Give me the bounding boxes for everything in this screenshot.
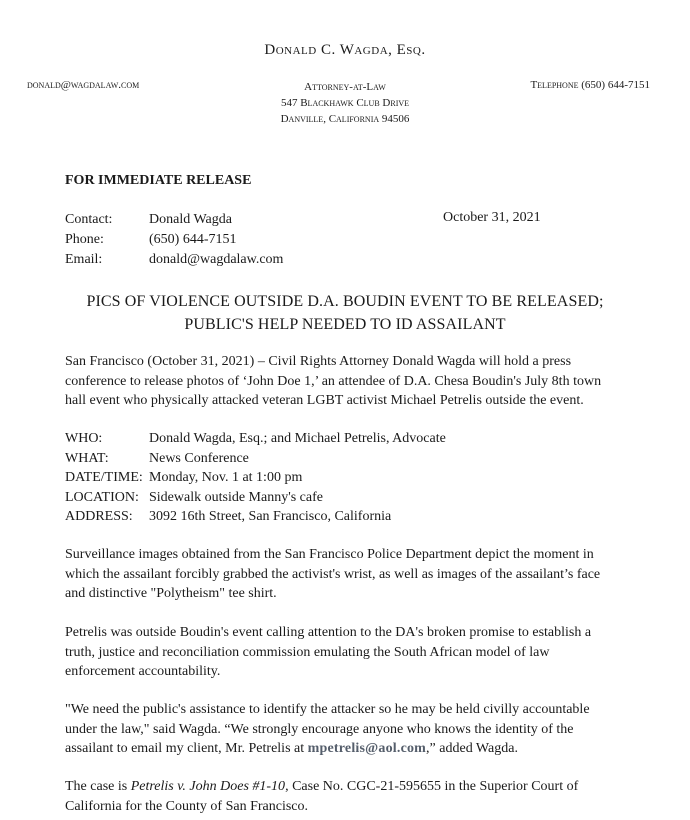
petrelis-email-link[interactable]: mpetrelis@aol.com: [307, 741, 427, 757]
case-paragraph: [65, 777, 610, 816]
petrelis-paragraph: Petrelis was outside Boudin's event calling attention to the DA's broken promise to establish a truth, justice and reconciliation commission emulating the South African model of law enforcement accountability.: [65, 625, 592, 680]
detail-label: WHO:: [65, 431, 103, 446]
letterhead-address-line1: 547 Blackhawk Club Drive: [280, 97, 410, 109]
quote-text-end: ,” added Wagda.: [426, 741, 518, 757]
case-name: Petrelis v. John Does #1-10: [130, 779, 286, 794]
surveillance-paragraph: Surveillance images obtained from the San Francisco Police Department depict the moment in which the assailant forcibly grabbed the activist's wrist, as well as images of the assailant’s face and distinctive "Polytheism" tee shirt.: [65, 547, 601, 602]
letterhead-address-line2: Danville, California 94506: [280, 113, 410, 125]
quote-paragraph: [65, 700, 610, 759]
contact-row: [65, 230, 283, 250]
event-details: [65, 429, 446, 527]
headline-line2: PUBLIC'S HELP NEEDED TO ID ASSAILANT: [184, 316, 506, 333]
detail-value: Donald Wagda, Esq.; and Michael Petrelis, Advocate: [149, 431, 446, 446]
contact-label: Email:: [65, 252, 103, 267]
contact-row: [65, 210, 283, 230]
letterhead-phone: Telephone (650) 644-7151: [530, 79, 650, 91]
contact-email[interactable]: donald@wagdalaw.com: [149, 252, 284, 267]
detail-value: News Conference: [149, 450, 249, 466]
headline-line1: PICS OF VIOLENCE OUTSIDE D.A. BOUDIN EVENT TO BE RELEASED;: [86, 293, 604, 310]
detail-label: LOCATION:: [65, 489, 139, 505]
contact-label: Phone:: [65, 232, 104, 247]
detail-row: [65, 468, 446, 488]
letterhead-title: Attorney-at-Law: [304, 81, 386, 93]
intro-paragraph: San Francisco (October 31, 2021) – Civil Rights Attorney Donald Wagda will hold a press conference to release photos of ‘John Doe 1,’ an attendee of D.A. Chesa Boudin's July 8th town hall event who physically attacked veteran LGBT activist Michael Petrelis outside the event.: [65, 354, 602, 409]
contact-value: Donald Wagda: [149, 212, 232, 227]
release-date: October 31, 2021: [443, 210, 541, 225]
detail-row: [65, 488, 446, 508]
detail-value: 3092 16th Street, San Francisco, California: [149, 509, 392, 524]
detail-value: Sidewalk outside Manny's cafe: [149, 489, 323, 505]
detail-label: ADDRESS:: [65, 509, 133, 524]
detail-row: [65, 507, 446, 527]
letterhead-email[interactable]: donald@wagdalaw.com: [27, 79, 140, 91]
case-text: The case is: [65, 779, 131, 794]
contact-label: Contact:: [65, 212, 113, 227]
contact-value: (650) 644-7151: [149, 232, 237, 247]
detail-row: [65, 429, 446, 449]
detail-value: Monday, Nov. 1 at 1:00 pm: [149, 470, 303, 485]
case-text-end: , Case No. CGC-21-595655 in the Superior Court of California for the County of San Francisco.: [65, 779, 579, 814]
contact-block: [65, 210, 283, 270]
contact-row: [65, 250, 283, 270]
letterhead-name: Donald C. Wagda, Esq.: [264, 42, 426, 58]
headline: [0, 290, 690, 336]
release-label: FOR IMMEDIATE RELEASE: [65, 173, 252, 188]
detail-row: [65, 449, 446, 469]
detail-label: WHAT:: [65, 450, 109, 466]
detail-label: DATE/TIME:: [65, 470, 143, 485]
quote-text: "We need the public's assistance to identify the attacker so he may be held civilly accountable under the law," said Wagda. “We strongly encourage anyone who knows the identity of the assailant to email my client, Mr. Petrelis at: [65, 702, 590, 757]
